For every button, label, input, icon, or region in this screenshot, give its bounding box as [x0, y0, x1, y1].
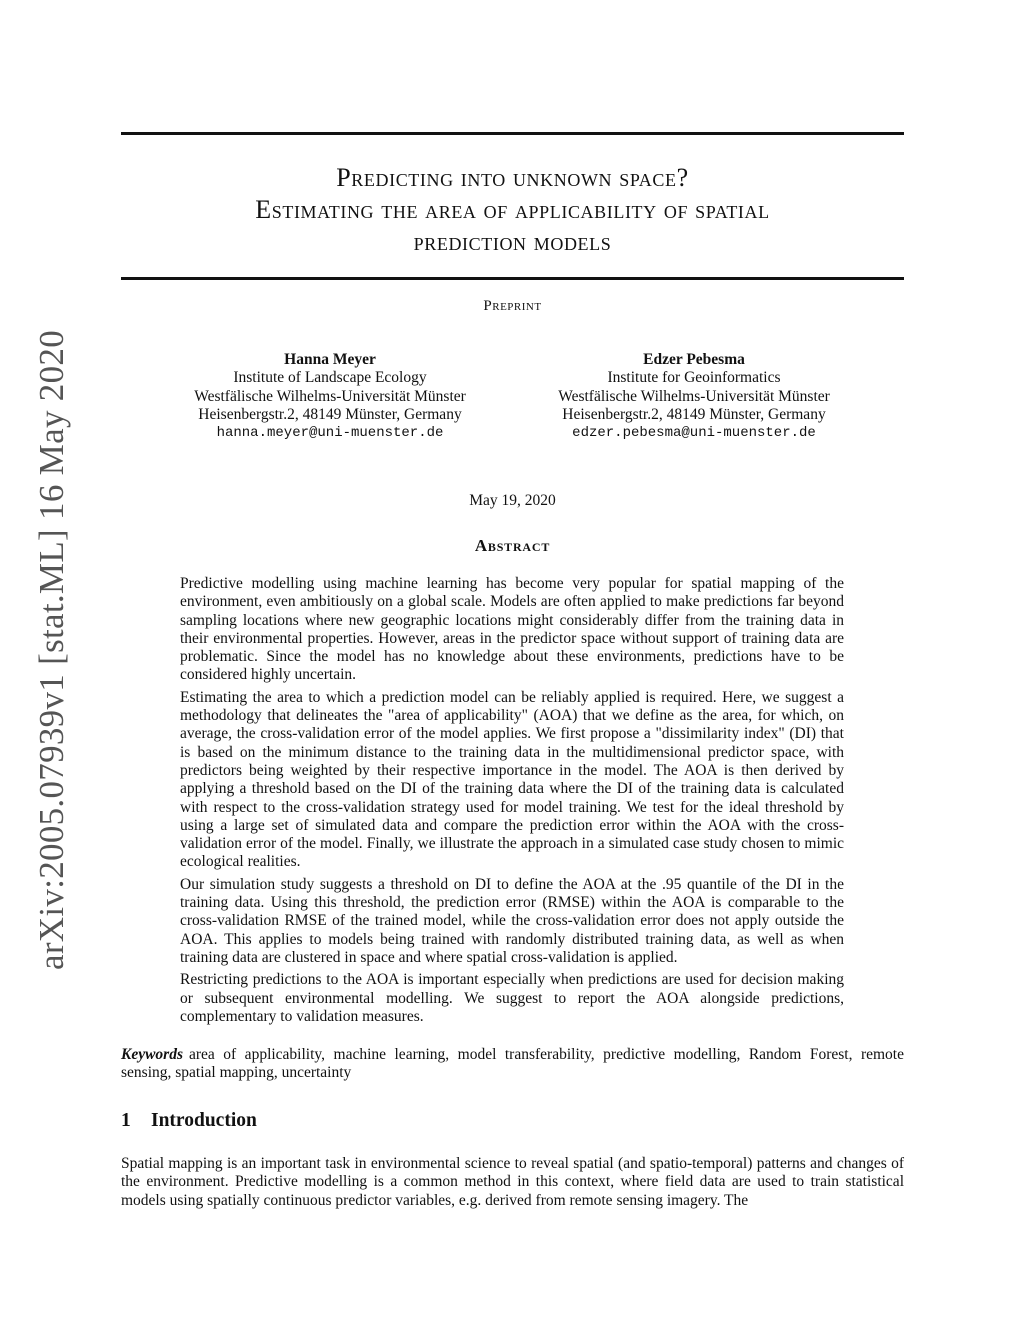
section-number: 1 [121, 1110, 131, 1131]
abstract-paragraph: Restricting predictions to the AOA is important especially when predictions are used for decision making or subsequent environmental modelling. We suggest to report the AOA alongside predictions, complementary to validation measures. [180, 971, 844, 1025]
author-university: Westfälische Wilhelms-Universität Münster [194, 387, 466, 405]
author-name: Hanna Meyer [284, 351, 376, 368]
author-block-2 [529, 351, 859, 442]
author-university: Westfälische Wilhelms-Universität Münster [558, 387, 830, 405]
abstract-heading: Abstract [474, 536, 551, 555]
arxiv-identifier: arXiv:2005.07939v1 [stat.ML] 16 May 2020 [32, 330, 71, 970]
title-line-2: Estimating the area of applicability of spatial [255, 195, 770, 224]
author-block-1 [165, 351, 495, 442]
section-title: Introduction [151, 1110, 257, 1131]
title-line-3: prediction models [413, 227, 612, 256]
abstract-paragraph: Our simulation study suggests a threshold on DI to define the AOA at the .95 quantile of the DI in the training data. Using this threshold, the prediction error (RMSE) within the AOA is comparable to the cross-validation RMSE of the trained model, while the cross-validation error does not apply outside the AOA. This applies to models being trained with randomly distributed training data, as well as when training data are clustered in space and where spatial cross-validation is applied. [180, 875, 844, 966]
keywords-text: area of applicability, machine learning, model transferability, predictive modelling, Random Forest, remote sensing, spatial mapping, uncertainty [121, 1046, 904, 1082]
author-address: Heisenbergstr.2, 48149 Münster, Germany [562, 405, 826, 423]
author-email-link[interactable]: hanna.meyer@uni-muenster.de [216, 425, 444, 442]
author-address: Heisenbergstr.2, 48149 Münster, Germany [198, 405, 462, 423]
author-name: Edzer Pebesma [643, 351, 745, 368]
author-institute: Institute of Landscape Ecology [233, 369, 427, 387]
title-line-1: Predicting into unknown space? [336, 163, 689, 192]
abstract-paragraph: Predictive modelling using machine learning has become very popular for spatial mapping of the environment, even ambitiously on a global scale. Models are often applied to make predictions far beyond sampling locations where new geographic locations might considerably differ from the training data in their environmental properties. However, areas in the predictor space without support of training data are problematic. Since the model has no knowledge about these environments, predictions have to be considered highly uncertain. [180, 575, 844, 684]
author-institute: Institute for Geoinformatics [607, 369, 781, 387]
introduction-paragraph: Spatial mapping is an important task in environmental science to reveal spatial (and spatio-temporal) patterns and changes of the environment. Predictive modelling is a common method in this context, where field data are used to train statistical models using spatially continuous predictor variables, e.g. derived from remote sensing imagery. The [121, 1155, 904, 1209]
publication-date: May 19, 2020 [469, 492, 556, 509]
abstract-paragraph: Estimating the area to which a prediction model can be reliably applied is required. Here, we suggest a methodology that delineates the "area of applicability" (AOA) that we define as the area, for which, on average, the cross-validation error of the model applies. We first propose a "dissimilarity index" (DI) that is based on the minimum distance to the training data in the multidimensional predictor space, with predictors being weighted by their respective importance in the model. The AOA is then derived by applying a threshold based on the DI of the training data where the DI of the training data is calculated with respect to the cross-validation strategy used for model training. We test for the ideal threshold by using a large set of simulated data and compare the prediction error within the AOA with the cross-validation error of the model. Finally, we illustrate the approach in a simulated case study chosen to mimic ecological realities. [180, 688, 844, 871]
section-heading-introduction [121, 1110, 257, 1132]
abstract-body [180, 575, 844, 1030]
author-email-link[interactable]: edzer.pebesma@uni-muenster.de [572, 425, 816, 442]
paper-title [121, 162, 904, 258]
top-rule [121, 132, 904, 135]
title-bottom-rule [121, 277, 904, 280]
keywords [121, 1046, 904, 1083]
keywords-label: Keywords [121, 1046, 183, 1063]
preprint-label: Preprint [483, 298, 542, 314]
